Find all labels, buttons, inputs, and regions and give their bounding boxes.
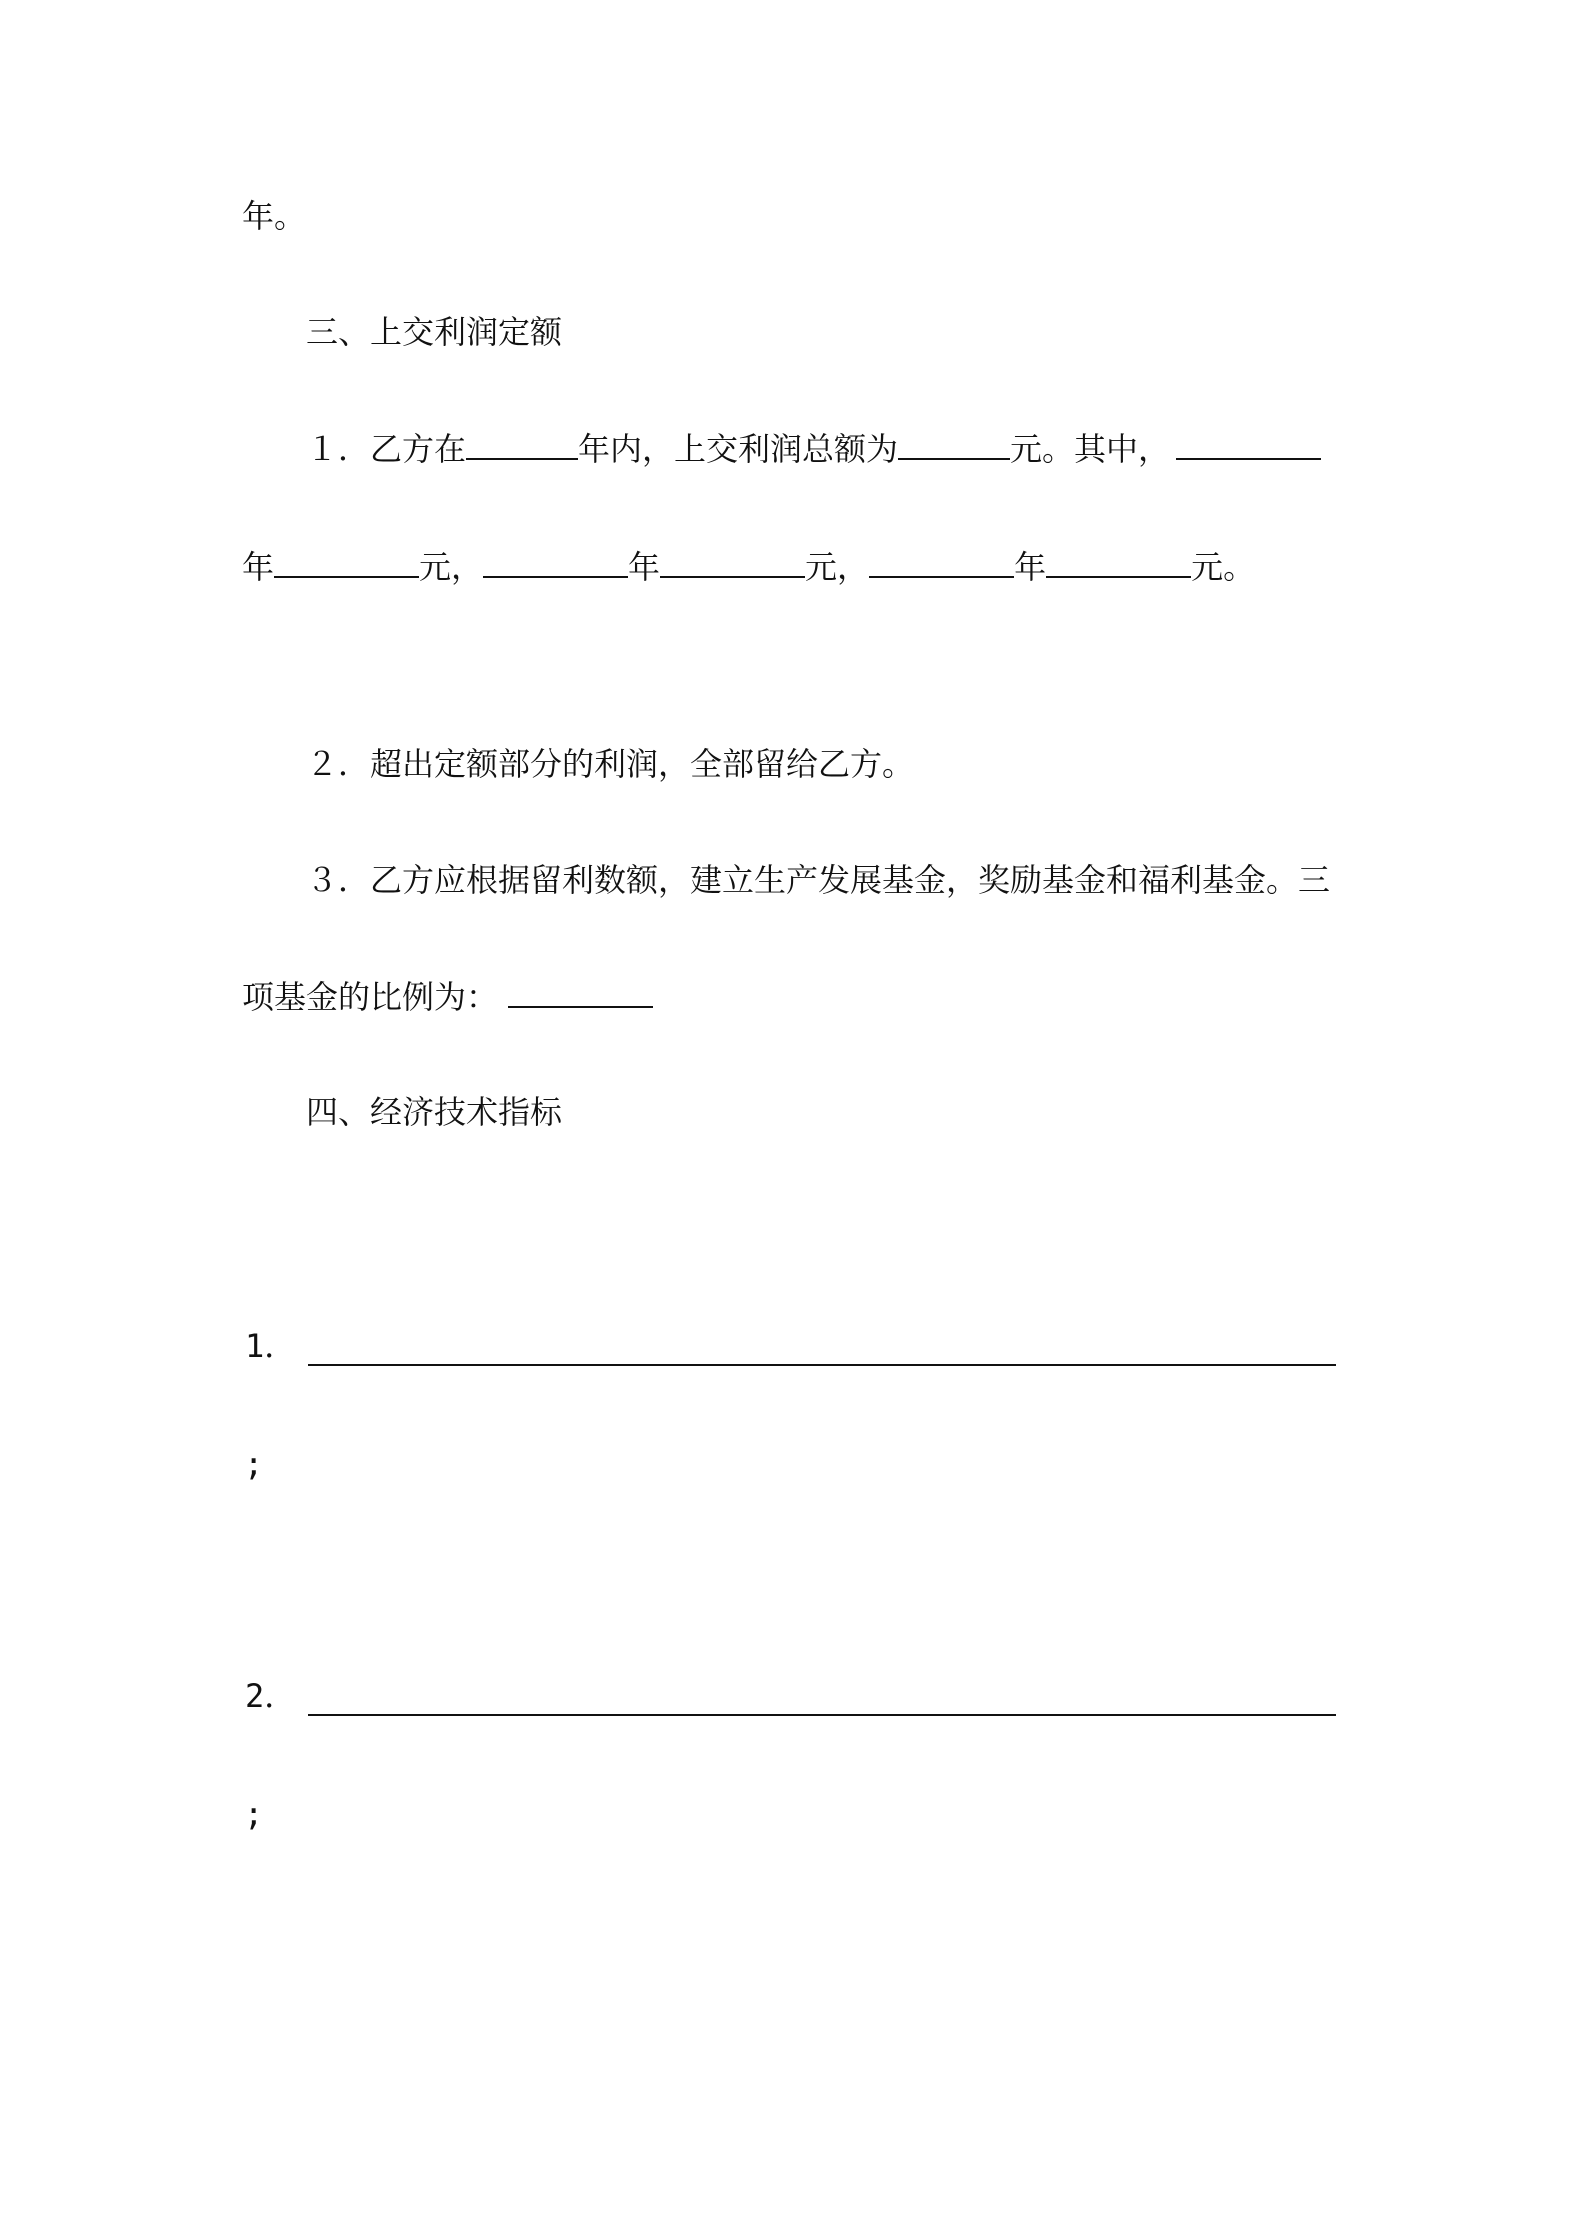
item-2: ２．超出定额部分的利润，全部留给乙方。 [306, 745, 915, 783]
year-3-blank[interactable] [869, 546, 1014, 578]
indicator-1-semicolon: ; [244, 1445, 264, 1483]
years-blank[interactable] [466, 428, 578, 460]
year-label-2: 年 [628, 548, 661, 586]
indicator-2-number: 2． [245, 1677, 297, 1715]
item-1-text-a: １．乙方在 [306, 430, 467, 468]
item-3-line-2 [242, 976, 653, 1017]
item-1-line-2 [242, 546, 1255, 587]
yuan-label-1: 元， [419, 548, 484, 586]
amount-1-blank[interactable] [274, 546, 419, 578]
total-profit-blank[interactable] [898, 428, 1010, 460]
section-3-heading: 三、上交利润定额 [306, 313, 563, 351]
item-1-text-b: 年内，上交利润总额为 [578, 430, 899, 468]
section-4-heading: 四、经济技术指标 [306, 1093, 563, 1131]
amount-3-blank[interactable] [1046, 546, 1191, 578]
yuan-label-3: 元。 [1191, 548, 1256, 586]
item-3-line-1: ３．乙方应根据留利数额，建立生产发展基金，奖励基金和福利基金。三 [306, 861, 1331, 899]
indicator-1-number: 1． [245, 1327, 297, 1365]
year-label-3: 年 [1014, 548, 1047, 586]
continued-text-year: 年。 [242, 197, 307, 235]
fund-ratio-blank[interactable] [508, 976, 653, 1008]
fund-ratio-label: 项基金的比例为： [242, 978, 499, 1016]
year-label-1: 年 [242, 548, 275, 586]
indicator-2-semicolon: ; [244, 1795, 264, 1833]
year-1-blank[interactable] [1176, 428, 1321, 460]
indicator-2-blank[interactable] [308, 1714, 1336, 1716]
yuan-label-2: 元， [805, 548, 870, 586]
year-2-blank[interactable] [483, 546, 628, 578]
item-1-text-c: 元。其中， [1010, 430, 1171, 468]
amount-2-blank[interactable] [660, 546, 805, 578]
indicator-1-blank[interactable] [308, 1364, 1336, 1366]
item-1-line-1 [306, 428, 1321, 469]
